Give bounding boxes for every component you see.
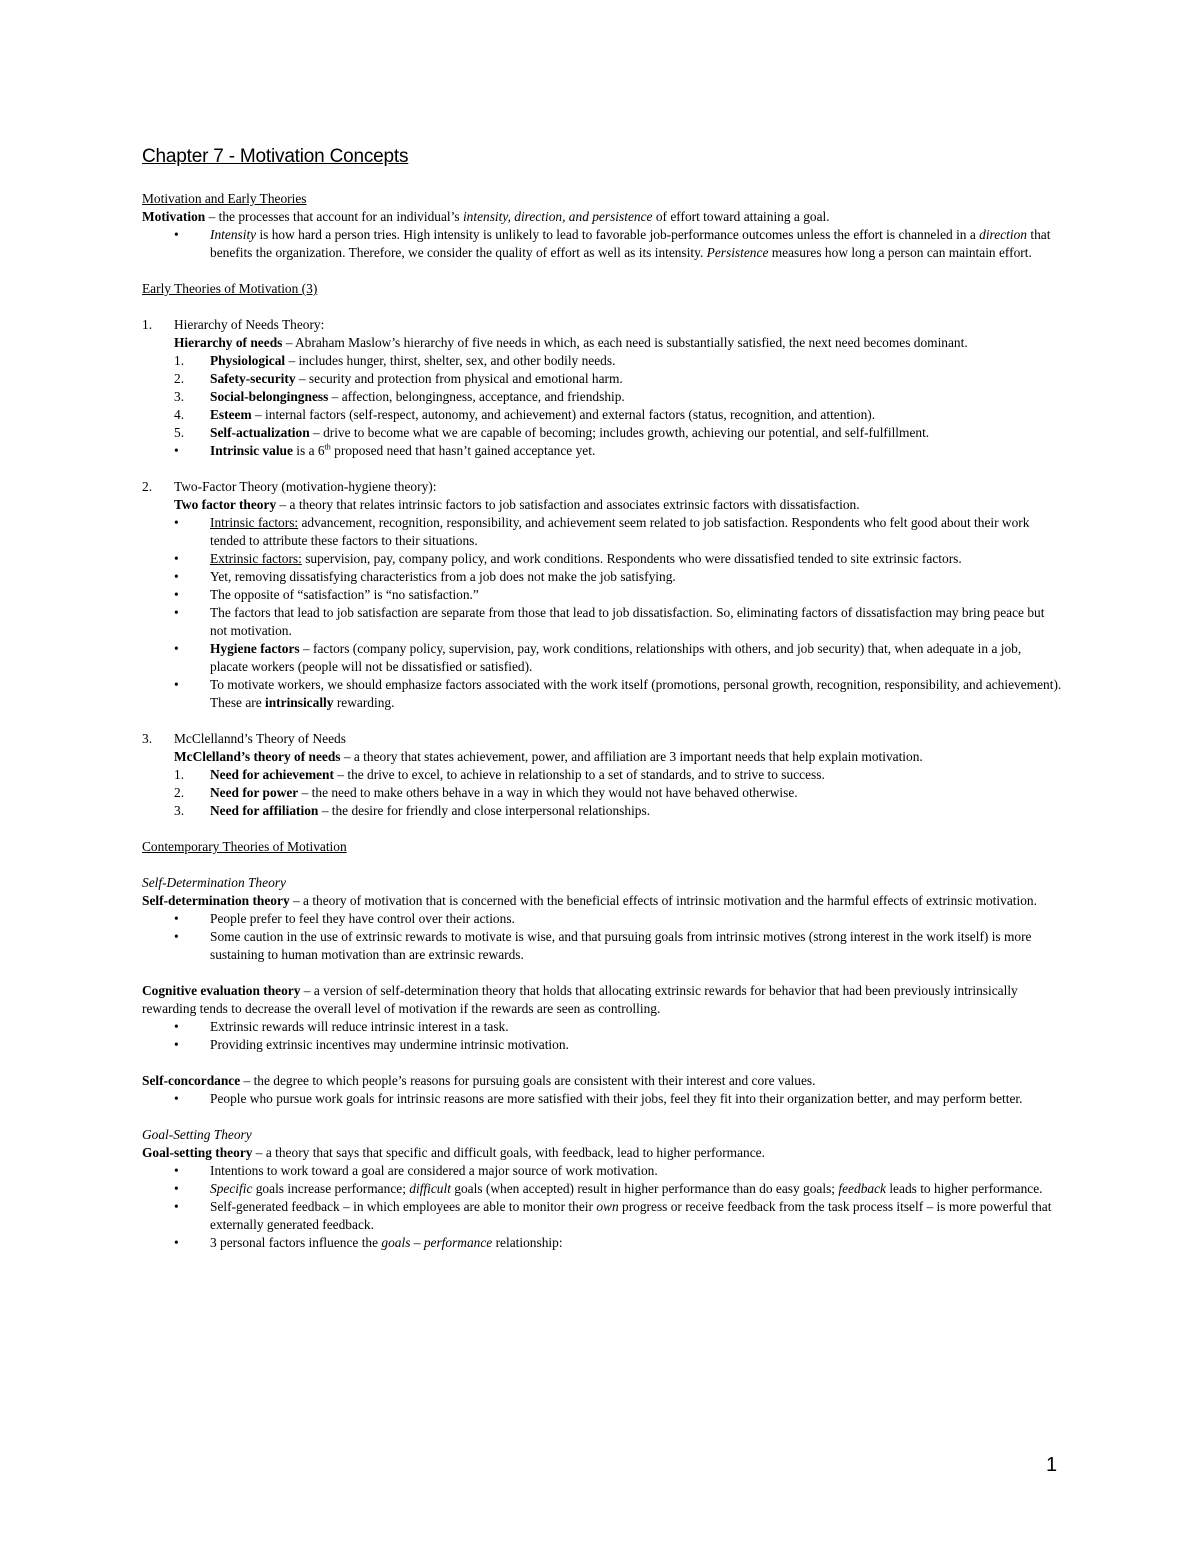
list-item: 3. Need for affiliation – the desire for friendly and close interpersonal relationships. <box>174 803 651 818</box>
list-item: • To motivate workers, we should emphasize factors associated with the work itself (promotions, personal growth, recognition, responsibility, and achievement). These are intrinsically rewarding. <box>174 676 1062 712</box>
list-item: • Self-generated feedback – in which employees are able to monitor their own progress or receive feedback from the task process itself – is more powerful that externally generated feedback. <box>142 1198 1062 1234</box>
sdt-bullets <box>142 910 1062 964</box>
list-item: 1. Need for achievement – the drive to excel, to achieve in relationship to a set of standards, and to strive to success. <box>174 767 825 782</box>
two-factor-bullets <box>174 514 1062 712</box>
page-title: Chapter 7 - Motivation Concepts <box>142 146 409 167</box>
list-item: • Extrinsic factors: supervision, pay, company policy, and work conditions. Respondents who were dissatisfied tended to site extrinsic factors. <box>174 550 1062 568</box>
page-number: 1 <box>1046 1454 1058 1476</box>
section-heading-contemporary: Contemporary Theories of Motivation <box>142 839 347 854</box>
list-item: • Some caution in the use of extrinsic rewards to motivate is wise, and that pursuing goals from intrinsic motives (strong interest in the work itself) is more sustaining to human motivation than are extrinsic rewards. <box>142 928 1062 964</box>
self-concordance-bullets <box>142 1090 1062 1108</box>
goal-setting-definition: Goal-setting theory – a theory that says that specific and difficult goals, with feedback, lead to higher performance. <box>142 1145 765 1160</box>
list-item: • People who pursue work goals for intrinsic reasons are more satisfied with their jobs, feel they fit into their organization better, and may perform better. <box>142 1090 1062 1108</box>
list-item: • 3 personal factors influence the goals – performance relationship: <box>142 1234 1062 1252</box>
theory-mcclelland: 3. McClellannd’s Theory of Needs McClelland’s theory of needs – a theory that states achievement, power, and affiliation are 3 important needs that help explain motivation. 1. Need for achievement – the drive to excel, to achieve in relationship to a set of standards, and to strive to success. 2. Need for power – the need to make others behave in a way in which they would not have behaved otherwise. 3. Need for affiliation – the desire for friendly and close interpersonal relationships. <box>142 730 1062 820</box>
list-item: 4. Esteem – internal factors (self-respect, autonomy, and achievement) and external factors (status, recognition, and attention). <box>174 407 876 422</box>
list-item: • The opposite of “satisfaction” is “no satisfaction.” <box>174 586 1062 604</box>
theory-two-factor: 2. Two-Factor Theory (motivation-hygiene theory): Two factor theory – a theory that relates intrinsic factors to job satisfaction and associates extrinsic factors with dissatisfaction. • Intrinsic factors: advancement, recognition, responsibility, and achievement seem related to job satisfaction. Respondents who felt good about their work tended to attribute these factors to their situations. • Extrinsic factors: supervision, pay, company policy, and work conditions. Respondents who were dissatisfied tended to site extrinsic factors. • Yet, removing dissatisfying characteristics from a job does not make the job satisfying. • The opposite of “satisfaction” is “no satisfaction.” • The factors that lead to job satisfaction are separate from those that lead to job dissatisfaction. So, eliminating factors of dissatisfaction may bring peace but not motivation. • Hygiene factors – factors (company policy, supervision, pay, work conditions, relationships with others, and job security) that, when adequate in a job, placate workers (people will not be dissatisfied or satisfied). • To motivate workers, we should emphasize factors associated with the work itself (promotions, personal growth, recognition, responsibility, and achievement). These are intrinsically rewarding. <box>142 478 1062 712</box>
early-theories-list <box>142 316 1062 820</box>
subheading-self-determination: Self-Determination Theory <box>142 875 286 890</box>
theory-hierarchy-of-needs: 1. Hierarchy of Needs Theory: Hierarchy of needs – Abraham Maslow’s hierarchy of five needs in which, as each need is substantially satisfied, the next need becomes dominant. 1. Physiological – includes hunger, thirst, shelter, sex, and other bodily needs. 2. Safety-security – security and protection from physical and emotional harm. 3. Social-belongingness – affection, belongingness, acceptance, and friendship. 4. Esteem – internal factors (self-respect, autonomy, and achievement) and external factors (status, recognition, and attention). 5. Self-actualization – drive to become what we are capable of becoming; includes growth, achieving our potential, and self-fulfillment. • Intrinsic value is a 6th proposed need that hasn’t gained acceptance yet. <box>142 316 1062 460</box>
list-item: • The factors that lead to job satisfaction are separate from those that lead to job dissatisfaction. So, eliminating factors of dissatisfaction may bring peace but not motivation. <box>174 604 1062 640</box>
motivation-definition: Motivation – the processes that account for an individual’s intensity, direction, and persistence of effort toward attaining a goal. <box>142 209 830 224</box>
list-item: • Providing extrinsic incentives may undermine intrinsic motivation. <box>142 1036 1062 1054</box>
list-item: 3. Social-belongingness – affection, belongingness, acceptance, and friendship. <box>174 389 625 404</box>
list-item: • Hygiene factors – factors (company policy, supervision, pay, work conditions, relationships with others, and job security) that, when adequate in a job, placate workers (people will not be dissatisfied or satisfied). <box>174 640 1062 676</box>
hierarchy-definition: Hierarchy of needs – Abraham Maslow’s hierarchy of five needs in which, as each need is substantially satisfied, the next need becomes dominant. <box>174 335 968 350</box>
needs-list <box>174 352 1062 442</box>
list-item: • People prefer to feel they have control over their actions. <box>142 910 1062 928</box>
motivation-bullets <box>142 226 1062 262</box>
mcclelland-needs-list <box>174 766 1062 820</box>
list-item: • Intensity is how hard a person tries. High intensity is unlikely to lead to favorable job-performance outcomes unless the effort is channeled in a direction that benefits the organization. Therefore, we consider the quality of effort as well as its intensity. Persistence measures how long a person can maintain effort. <box>142 226 1062 262</box>
list-item: • Intrinsic value is a 6th proposed need that hasn’t gained acceptance yet. <box>174 442 1062 460</box>
section-heading-early-theories: Early Theories of Motivation (3) <box>142 281 318 296</box>
list-item: • Specific goals increase performance; difficult goals (when accepted) result in higher performance than do easy goals; feedback leads to higher performance. <box>142 1180 1062 1198</box>
list-item: • Intentions to work toward a goal are considered a major source of work motivation. <box>142 1162 1062 1180</box>
self-concordance-definition: Self-concordance – the degree to which people’s reasons for pursuing goals are consistent with their interest and core values. <box>142 1073 816 1088</box>
two-factor-definition: Two factor theory – a theory that relates intrinsic factors to job satisfaction and associates extrinsic factors with dissatisfaction. <box>174 497 860 512</box>
mcclelland-definition: McClelland’s theory of needs – a theory that states achievement, power, and affiliation are 3 important needs that help explain motivation. <box>174 749 923 764</box>
subheading-goal-setting: Goal-Setting Theory <box>142 1127 252 1142</box>
document-page <box>142 144 1062 1252</box>
sdt-definition: Self-determination theory – a theory of motivation that is concerned with the beneficial effects of intrinsic motivation and the harmful effects of extrinsic motivation. <box>142 893 1037 908</box>
cet-bullets <box>142 1018 1062 1054</box>
list-item: 5. Self-actualization – drive to become what we are capable of becoming; includes growth, achieving our potential, and self-fulfillment. <box>174 425 930 440</box>
list-item: • Yet, removing dissatisfying characteristics from a job does not make the job satisfying. <box>174 568 1062 586</box>
goal-setting-bullets <box>142 1162 1062 1252</box>
list-item: 2. Safety-security – security and protection from physical and emotional harm. <box>174 371 623 386</box>
section-heading-motivation: Motivation and Early Theories <box>142 191 307 206</box>
cet-definition: Cognitive evaluation theory – a version of self-determination theory that holds that allocating extrinsic rewards for behavior that had been previously intrinsically rewarding tends to decrease the overall level of motivation if the rewards are seen as controlling. <box>142 983 1018 1016</box>
list-item: 2. Need for power – the need to make others behave in a way in which they would not have behaved otherwise. <box>174 785 798 800</box>
list-item: • Intrinsic factors: advancement, recognition, responsibility, and achievement seem related to job satisfaction. Respondents who felt good about their work tended to attribute these factors to their situations. <box>174 514 1062 550</box>
list-item: • Extrinsic rewards will reduce intrinsic interest in a task. <box>142 1018 1062 1036</box>
list-item: 1. Physiological – includes hunger, thirst, shelter, sex, and other bodily needs. <box>174 353 616 368</box>
hierarchy-bullets <box>174 442 1062 460</box>
